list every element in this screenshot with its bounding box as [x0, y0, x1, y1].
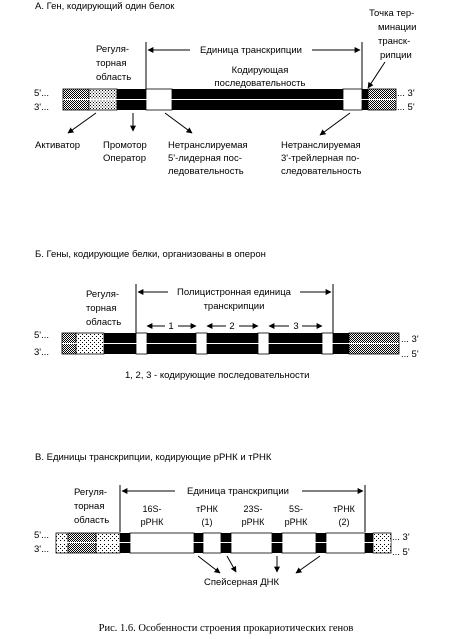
panel-a-operator-label: Оператор [103, 153, 146, 164]
panel-a-regulatory-label-1: Регуля- [96, 44, 130, 55]
panel-c-gene3-label-2: рРНК [241, 517, 265, 527]
panel-a-trailer-label-2: 3'-трейлерная по- [281, 153, 360, 164]
panel-c-gene4-label-2: рРНК [284, 517, 308, 527]
panel-c-gene1-label-2: рРНК [140, 517, 164, 527]
panel-a [34, 1, 416, 177]
panel-a-trailer-arrow [320, 113, 350, 135]
panel-c [34, 452, 410, 588]
panel-c-regulatory-label-1: Регуля- [74, 487, 108, 498]
panel-c-gene5-label-2: (2) [338, 517, 350, 527]
panel-c-unit-label: Единица транскрипции [187, 486, 289, 497]
panel-a-regulatory-label-2: торная [96, 58, 127, 69]
panel-a-coding-label-1: Кодирующая [231, 65, 289, 76]
panel-a-leader-label-3: ледовательность [168, 166, 244, 177]
panel-a-5prime-top: 5'... [34, 88, 50, 99]
panel-a-regulatory-label-3: область [96, 72, 132, 83]
panel-a-leader-label-1: Нетранслируемая [168, 140, 248, 151]
panel-c-spacer-arrow-1 [198, 556, 220, 573]
panel-a-termination-arrow [368, 62, 385, 88]
figure-caption: Рис. 1.6. Особенности строения прокариотических генов [98, 623, 354, 634]
panel-a-termination-label-1: Точка тер- [369, 8, 415, 19]
panel-a-dna [63, 89, 396, 110]
panel-b-3prime-bottom: 3'... [34, 347, 50, 358]
panel-b [34, 249, 419, 381]
panel-b-regulatory-label-3: область [86, 317, 122, 328]
panel-a-promoter-label: Промотор [103, 140, 147, 151]
panel-c-gene1-label-1: 16S- [142, 504, 162, 514]
panel-b-regulatory-label-1: Регуля- [86, 289, 120, 300]
panel-c-gene3-label-1: 23S- [243, 504, 263, 514]
panel-a-leader-arrow [165, 113, 192, 133]
panel-a-5prime-bottom: ... 5' [397, 102, 415, 113]
panel-c-regulatory-label-2: торная [74, 501, 105, 512]
panel-b-unit-label-2: транскрипции [203, 301, 265, 312]
panel-a-3prime-top: ... 3' [397, 88, 415, 99]
panel-c-gene2-label-1: тРНК [196, 504, 218, 514]
panel-c-gene5-label-1: тРНК [333, 504, 355, 514]
panel-c-5prime-bottom: ... 5' [392, 547, 410, 558]
panel-b-dna [62, 333, 399, 354]
panel-b-regulatory-label-2: торная [86, 303, 117, 314]
panel-c-5prime-top: 5'... [34, 530, 50, 541]
panel-a-leader-label-2: 5'-лидерная пос- [168, 153, 242, 164]
panel-b-unit-label-1: Полицистронная единица [177, 287, 291, 298]
panel-c-spacer-arrow-4 [296, 556, 320, 573]
panel-b-note: 1, 2, 3 - кодирующие последовательности [125, 370, 310, 381]
panel-a-3prime-bottom: 3'... [34, 102, 50, 113]
panel-c-dna [56, 533, 391, 553]
panel-a-trailer-label-1: Нетранслируемая [281, 140, 361, 151]
panel-a-title: А. Ген, кодирующий один белок [35, 1, 175, 12]
panel-a-termination-label-4: рипции [380, 50, 412, 61]
panel-a-activator-label: Активатор [35, 140, 81, 151]
panel-b-5prime-top: 5'... [34, 330, 50, 341]
panel-a-termination-label-3: транск- [378, 36, 411, 47]
panel-c-spacer-arrow-2 [227, 556, 236, 572]
panel-c-3prime-bottom: 3'... [34, 544, 50, 555]
panel-b-seg2-label: 2 [229, 321, 235, 332]
panel-b-5prime-bottom: ... 5' [401, 349, 419, 360]
panel-a-coding-label-2: последовательность [214, 78, 306, 89]
panel-a-termination-label-2: минации [378, 22, 417, 33]
panel-c-gene2-label-2: (1) [201, 517, 213, 527]
panel-c-title: В. Единицы транскрипции, кодирующие рРНК и тРНК [35, 452, 272, 463]
panel-a-trailer-label-3: следовательность [281, 166, 362, 177]
panel-b-seg3-label: 3 [293, 321, 299, 332]
panel-c-spacer-label: Спейсерная ДНК [204, 577, 280, 588]
panel-b-title: Б. Гены, кодирующие белки, организованы в оперон [35, 249, 266, 260]
panel-b-seg1-label: 1 [168, 321, 174, 332]
panel-a-activator-arrow [68, 113, 96, 133]
panel-c-regulatory-label-3: область [74, 515, 110, 526]
panel-c-gene4-label-1: 5S- [288, 504, 304, 514]
panel-a-unit-label: Единица транскрипции [200, 45, 302, 56]
panel-b-3prime-top: ... 3' [401, 334, 419, 345]
panel-c-3prime-top: ... 3' [392, 532, 410, 543]
